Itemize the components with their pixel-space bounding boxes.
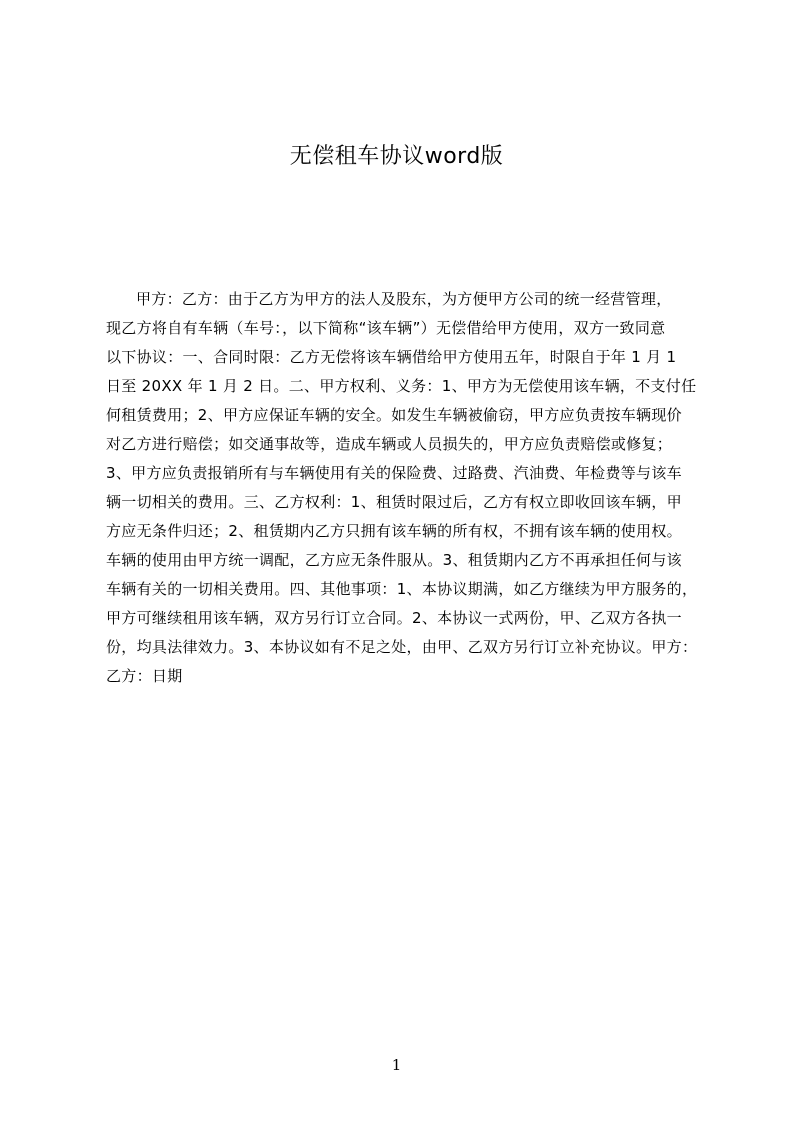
body-line: 现乙方将自有车辆（车号：，以下简称“该车辆”）无偿借给甲方使用，双方一致同意 bbox=[106, 319, 666, 337]
body-line: 3、甲方应负责报销所有与车辆使用有关的保险费、过路费、汽油费、年检费等与该车 bbox=[106, 464, 682, 482]
body-line: 份，均具法律效力。3、本协议如有不足之处，由甲、乙双方另行订立补充协议。甲方： bbox=[106, 638, 698, 656]
document-body bbox=[106, 285, 698, 685]
body-line: 甲方可继续租用该车辆，双方另行订立合同。2、本协议一式两份，甲、乙双方各执一 bbox=[106, 609, 682, 627]
body-line: 日至 20XX 年 1 月 2 日。二、甲方权利、义务：1、甲方为无偿使用该车辆，不支付任 bbox=[106, 377, 697, 395]
body-line: 车辆有关的一切相关费用。四、其他事项：1、本协议期满，如乙方继续为甲方服务的， bbox=[106, 580, 698, 598]
body-line: 辆一切相关的费用。三、乙方权利：1、租赁时限过后，乙方有权立即收回该车辆，甲 bbox=[106, 493, 682, 511]
body-line: 何租赁费用；2、甲方应保证车辆的安全。如发生车辆被偷窃，甲方应负责按车辆现价 bbox=[106, 406, 682, 424]
body-line: 对乙方进行赔偿；如交通事故等，造成车辆或人员损失的，甲方应负责赔偿或修复； bbox=[106, 435, 673, 453]
page-number: 1 bbox=[391, 1056, 402, 1074]
body-line: 方应无条件归还；2、租赁期内乙方只拥有该车辆的所有权，不拥有该车辆的使用权。 bbox=[106, 522, 682, 540]
body-line: 乙方：日期 bbox=[106, 667, 183, 685]
body-line: 甲方：乙方：由于乙方为甲方的法人及股东，为方便甲方公司的统一经营管理， bbox=[136, 290, 672, 308]
body-line: 车辆的使用由甲方统一调配，乙方应无条件服从。3、租赁期内乙方不再承担任何与该 bbox=[106, 551, 682, 569]
body-line: 以下协议：一、合同时限：乙方无偿将该车辆借给甲方使用五年，时限自于年 1 月 1 bbox=[106, 348, 677, 366]
document-title: 无偿租车协议word版 bbox=[289, 144, 504, 169]
